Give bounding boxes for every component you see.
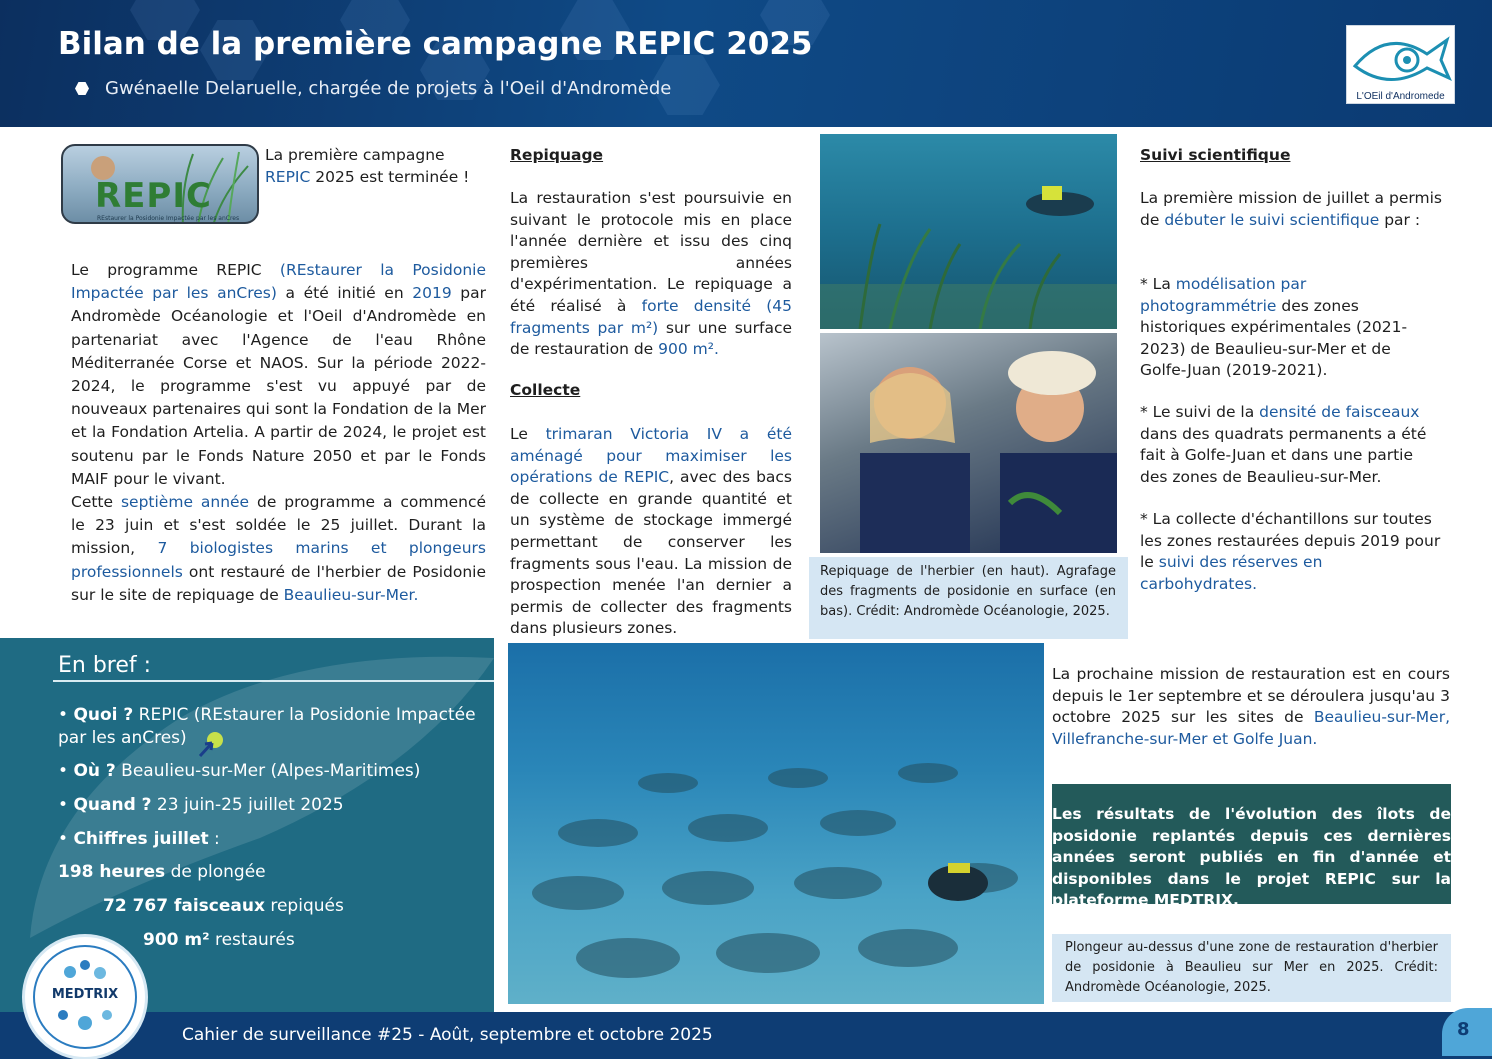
stat-hours-value: 198 heures [58, 862, 166, 882]
caption-bottom: Plongeur au-dessus d'une zone de restauration d'herbier de posidonie à Beaulieu sur Mer en 2025. Crédit: Andromède Océanologie, 2025. [1065, 940, 1438, 995]
heading-repiquage: Repiquage [510, 146, 604, 164]
next-mission-paragraph [1052, 664, 1450, 750]
text-run: La première mission de juillet a permis de [1140, 189, 1442, 229]
text-run: sur une surface de restauration de [510, 318, 792, 359]
page-number: 8 [1457, 1019, 1470, 1040]
caption-box-bottom [1052, 934, 1451, 1002]
en-bref-title: En bref : [58, 653, 152, 678]
quoi-value: REPIC (REstaurer la Posidonie Impactée par les anCres) [58, 705, 476, 748]
bref-ou: • Où ? Beaulieu-sur-Mer (Alpes-Maritimes) [58, 761, 421, 781]
text-run: Le [510, 425, 546, 443]
repic-logo [61, 144, 259, 224]
text-run: forte densité (45 fragments par m²) [510, 296, 792, 337]
text-run: La prochaine mission de restauration est en cours depuis le 1er septembre et se déroulera jusqu'au 3 octobre 2025 sur les sites de [1052, 665, 1450, 727]
text-run: de programme a commencé le 23 juin et s'est soldée le 25 juillet. Durant la mission, [71, 493, 487, 558]
text-run: trimaran Victoria IV a été aménagé pour maximiser les opérations de REPIC [510, 425, 792, 487]
suivi-paragraph [1140, 188, 1442, 231]
photo-restoration-zone [508, 643, 1044, 1004]
results-box [1052, 784, 1451, 910]
text-run: 900 m². [658, 340, 719, 359]
cursor-arrow-icon [198, 728, 228, 758]
oeil-andromede-logo [1346, 25, 1455, 104]
intro-repic: REPIC [265, 167, 311, 186]
footer-text: Cahier de surveillance #25 - Août, septembre et octobre 2025 [182, 1025, 713, 1045]
text-run: septième année [120, 493, 250, 511]
text-run: * Le suivi de la [1140, 403, 1260, 421]
suivi-bullet-2 [1140, 402, 1442, 488]
text-run: débuter le suivi scientifique [1164, 210, 1380, 229]
text-run: modélisation par photogrammétrie [1140, 275, 1307, 315]
text-run: Le programme REPIC [71, 261, 280, 279]
text-run: par Andromède Océanologie et l'Oeil d'Andromède en partenariat avec l'Agence de l'eau Rhône Méditerranée Corse et NAOS. Sur la période 2022-2024, le programme s'est vu appuyé par de nouveaux partenaires qui sont la Fondation de la Mer et la Fondation Artelia. A partir de 2024, le projet est soutenu par le Fonds Nature 2050 et par le Fonds MAIF pour le vivant. [71, 284, 487, 488]
text-run: * La [1140, 275, 1176, 293]
chiffres-label: Chiffres juillet [73, 829, 209, 849]
intro-part: 2025 est terminée ! [310, 167, 470, 186]
caption-box-top [809, 557, 1128, 639]
page-footer [0, 1012, 1492, 1059]
text-run: Beaulieu-sur-Mer, Villefranche-sur-Mer et Golfe Juan. [1052, 708, 1450, 748]
repiquage-paragraph [510, 188, 792, 361]
underwater-seagrass-icon [820, 134, 1117, 329]
suivi-bullet-1 [1140, 274, 1442, 382]
ou-label: Où ? [73, 761, 116, 781]
stat-hours [58, 861, 266, 884]
chiffres-colon: : [208, 829, 220, 849]
text-run: , avec des bacs de collecte en grande quantité et un système de stockage immergé permettant de conserver les fragments sous l'eau. La mission de prospection menée l'an dernier a permis de collecter des fragments dans plusieurs zones. [510, 468, 793, 638]
photo-diver-seagrass [820, 134, 1117, 329]
bref-quoi: • Quoi ? REPIC (REstaurer la Posidonie Impactée par les anCres) [58, 705, 476, 748]
repic-tagline: REstaurer la Posidonie Impactée par les anCres [97, 215, 240, 222]
stat-faisceaux-value: 72 767 faisceaux [103, 896, 265, 916]
quand-label: Quand ? [73, 795, 152, 815]
intro-part: La première campagne [265, 146, 445, 164]
stat-surface-label: restaurés [209, 930, 295, 950]
quand-value: 23 juin-25 juillet 2025 [151, 795, 344, 815]
stat-faisceaux [103, 895, 344, 918]
caption-top: Repiquage de l'herbier (en haut). Agrafage des fragments de posidonie en surface (en bas). Crédit: Andromède Océanologie, 2025. [820, 564, 1116, 619]
suivi-bullet-3 [1140, 509, 1442, 595]
page-header [0, 0, 1492, 127]
author-line [75, 78, 671, 99]
bref-quand: • Quand ? 23 juin-25 juillet 2025 [58, 795, 344, 815]
text-run: 2019 [412, 284, 452, 303]
heading-collecte: Collecte [510, 381, 581, 399]
text-run: (REstaurer la Posidonie Impactée par les anCres) [71, 261, 486, 303]
fish-eye-icon [1347, 26, 1456, 92]
mission-paragraph [71, 491, 486, 607]
photo-stapling-fragments [820, 333, 1117, 553]
page-number-badge [1442, 1008, 1492, 1056]
text-run: La restauration s'est poursuivie en suivant le protocole mis en place l'année dernière et issu des cinq premières années d'expérimentation. Le repiquage a été réalisé à [510, 189, 792, 315]
results-text: Les résultats de l'évolution des îlots de posidonie replantés depuis ces dernières années seront publiés en fin d'année et disponibles dans le projet REPIC sur la plateforme MEDTRIX. [1052, 805, 1451, 910]
bref-chiffres: • Chiffres juillet : [58, 829, 220, 849]
author-text: Gwénaelle Delaruelle, chargée de projets à l'Oeil d'Andromède [105, 78, 672, 99]
heading-suivi: Suivi scientifique [1140, 146, 1291, 164]
text-run: Beaulieu-sur-Mer. [283, 585, 419, 604]
stat-hours-label: de plongée [165, 862, 266, 882]
seagrass-patches-icon [508, 643, 1044, 1004]
text-run: par : [1379, 210, 1421, 229]
text-run: Cette [71, 493, 121, 511]
intro-text [265, 145, 486, 188]
repic-word: REPIC [95, 176, 212, 216]
text-run: a été initié en [276, 284, 413, 303]
title-divider [53, 680, 494, 682]
text-run: suivi des réserves en carbohydrates. [1140, 553, 1323, 593]
text-run: dans des quadrats permanents a été fait à Golfe-Juan et dans une partie des zones de Beaulieu-sur-Mer. [1140, 424, 1427, 486]
medtrix-logo [22, 934, 148, 1059]
text-run: * La collecte d'échantillons sur toutes les zones restaurées depuis 2019 pour le [1140, 510, 1441, 572]
medtrix-word: MEDTRIX [51, 987, 119, 1002]
hexagon-bullet-icon [75, 82, 89, 95]
text-run: ont restauré de l'herbier de Posidonie sur le site de repiquage de [71, 562, 486, 604]
text-run: 7 biologistes marins et plongeurs professionnels [71, 539, 486, 581]
stat-faisceaux-label: repiqués [264, 896, 344, 916]
program-paragraph [71, 259, 486, 491]
ou-value: Beaulieu-sur-Mer (Alpes-Maritimes) [115, 761, 421, 781]
stat-surface [143, 929, 295, 952]
quoi-label: Quoi ? [73, 705, 134, 725]
text-run: des zones historiques expérimentales (2021-2023) de Beaulieu-sur-Mer et de Golfe-Juan (2019-2021). [1140, 296, 1408, 380]
text-run: densité de faisceaux [1259, 403, 1420, 421]
divers-on-boat-icon [820, 333, 1117, 553]
page-title: Bilan de la première campagne REPIC 2025 [58, 26, 813, 62]
logo-label: L'OEil d'Andromede [1356, 91, 1445, 102]
collecte-paragraph [510, 424, 792, 640]
stat-surface-value: 900 m² [143, 930, 210, 950]
